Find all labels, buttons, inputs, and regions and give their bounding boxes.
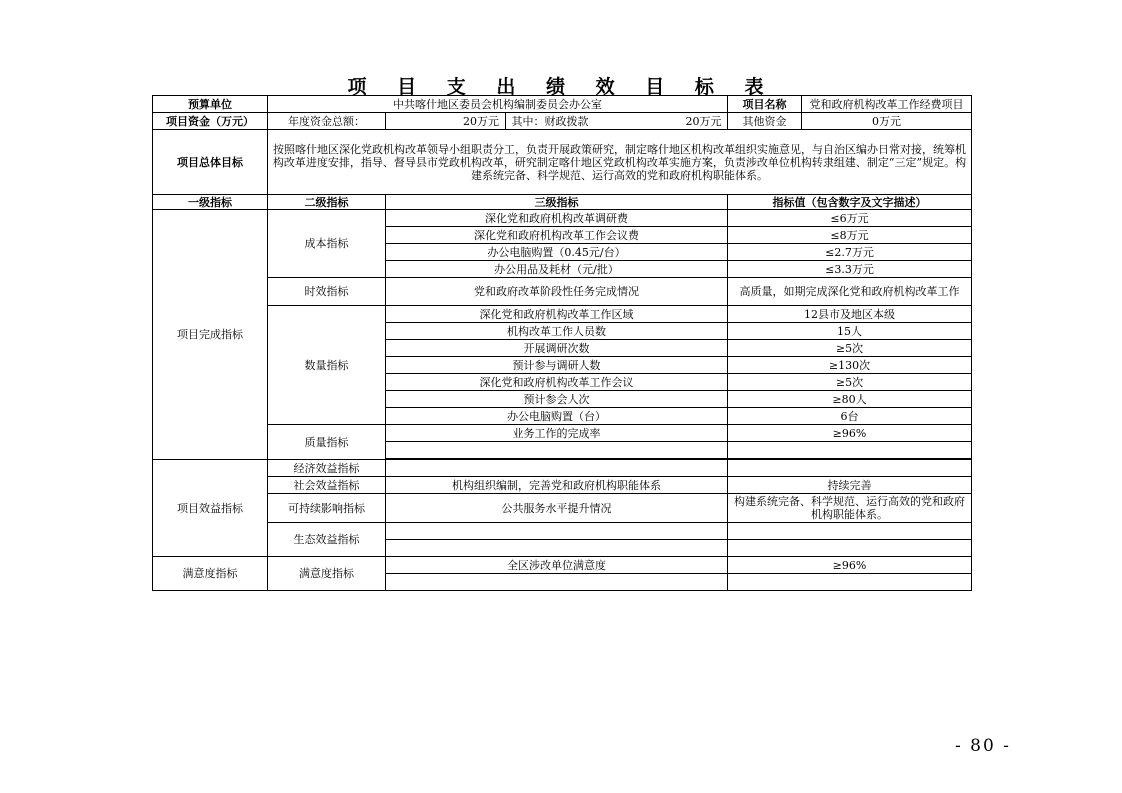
- level2-social: 社会效益指标: [268, 477, 386, 494]
- project-name-value: 党和政府机构改革工作经费项目: [802, 96, 972, 113]
- indicator-name: 深化党和政府机构改革调研费: [386, 210, 728, 227]
- section-satisfaction: 满意度指标: [153, 557, 268, 591]
- indicator-value: ≥96%: [728, 425, 972, 442]
- indicator-name-empty: [386, 540, 728, 557]
- indicator-name: 深化党和政府机构改革工作会议费: [386, 227, 728, 244]
- level2-sustainable: 可持续影响指标: [268, 494, 386, 523]
- indicator-name: 全区涉改单位满意度: [386, 557, 728, 574]
- level2-ecological: 生态效益指标: [268, 523, 386, 557]
- indicator-value-empty: [728, 574, 972, 591]
- indicator-name: 公共服务水平提升情况: [386, 494, 728, 523]
- level2-satisfaction: 满意度指标: [268, 557, 386, 591]
- indicator-value-empty: [728, 540, 972, 557]
- col-level3-header: 三级指标: [386, 195, 728, 210]
- indicator-value: ≤2.7万元: [728, 244, 972, 261]
- project-name-label: 项目名称: [728, 96, 802, 113]
- indicator-name: 办公电脑购置（台）: [386, 408, 728, 425]
- indicator-value: 6台: [728, 408, 972, 425]
- indicator-name: 预计参与调研人数: [386, 357, 728, 374]
- indicator-value: 12县市及地区本级: [728, 306, 972, 323]
- indicator-value: 构建系统完备、科学规范、运行高效的党和政府机构职能体系。: [728, 494, 972, 523]
- page-number: - 80 -: [955, 736, 1011, 756]
- indicator-name: 党和政府改革阶段性任务完成情况: [386, 278, 728, 306]
- goal-label: 项目总体目标: [153, 130, 268, 195]
- indicator-name: 预计参会人次: [386, 391, 728, 408]
- indicator-name: 机构组织编制，完善党和政府机构职能体系: [386, 477, 728, 494]
- annual-total-label: 年度资金总额：: [268, 113, 386, 130]
- col-level1-header: 一级指标: [153, 195, 268, 210]
- section-completion: 项目完成指标: [153, 210, 268, 460]
- col-value-header: 指标值（包含数字及文字描述）: [728, 195, 972, 210]
- indicator-name: 机构改革工作人员数: [386, 323, 728, 340]
- level2-economic: 经济效益指标: [268, 460, 386, 477]
- indicator-value: ≥130次: [728, 357, 972, 374]
- funds-label: 项目资金（万元）: [153, 113, 268, 130]
- indicator-value: ≤6万元: [728, 210, 972, 227]
- indicator-value-empty: [728, 460, 972, 477]
- level2-cost: 成本指标: [268, 210, 386, 278]
- indicator-name: 开展调研次数: [386, 340, 728, 357]
- indicator-value: ≥5次: [728, 340, 972, 357]
- budget-unit-value: 中共喀什地区委员会机构编制委员会办公室: [268, 96, 728, 113]
- indicator-name-empty: [386, 523, 728, 540]
- other-funds-label: 其他资金: [728, 113, 802, 130]
- fiscal-value: 20万元: [685, 114, 722, 128]
- table-title: 项 目 支 出 绩 效 目 标 表: [347, 76, 776, 98]
- indicator-name-empty: [386, 442, 728, 459]
- indicator-name: 深化党和政府机构改革工作会议: [386, 374, 728, 391]
- indicator-value-empty: [728, 523, 972, 540]
- other-funds-value: 0万元: [802, 113, 972, 130]
- indicator-value: ≥80人: [728, 391, 972, 408]
- section-benefit: 项目效益指标: [153, 460, 268, 557]
- indicator-value: 持续完善: [728, 477, 972, 494]
- budget-unit-label: 预算单位: [153, 96, 268, 113]
- indicator-value: ≥96%: [728, 557, 972, 574]
- indicator-name-empty: [386, 574, 728, 591]
- annual-total-value: 20万元: [386, 113, 506, 130]
- indicator-value: 15人: [728, 323, 972, 340]
- indicator-name: 深化党和政府机构改革工作区域: [386, 306, 728, 323]
- level2-timeliness: 时效指标: [268, 278, 386, 306]
- level2-quality: 质量指标: [268, 425, 386, 460]
- indicator-value: 高质量，如期完成深化党和政府机构改革工作: [728, 278, 972, 306]
- level2-quantity: 数量指标: [268, 306, 386, 425]
- goal-text: 按照喀什地区深化党政机构改革领导小组职责分工，负责开展政策研究，制定喀什地区机构改革组织实施意见，与自治区编办日常对接，统筹机构改革进度安排，指导、督导县市党政机构改革，研究制定喀什地区党政机构改革实施方案，负责涉改单位机构转隶组建、制定“三定”规定。构建系统完备、科学规范、运行高效的党和政府机构职能体系。: [268, 130, 972, 195]
- indicator-value-empty: [728, 442, 972, 459]
- indicator-value: ≤3.3万元: [728, 261, 972, 278]
- indicator-value: ≤8万元: [728, 227, 972, 244]
- fiscal-funds-cell: [506, 113, 728, 130]
- indicator-name: 办公用品及耗材（元/批）: [386, 261, 728, 278]
- indicator-name-empty: [386, 460, 728, 477]
- fiscal-label: 其中：财政拨款: [511, 114, 589, 128]
- indicator-value: ≥5次: [728, 374, 972, 391]
- indicator-name: 办公电脑购置（0.45元/台）: [386, 244, 728, 261]
- col-level2-header: 二级指标: [268, 195, 386, 210]
- indicator-name: 业务工作的完成率: [386, 425, 728, 442]
- performance-target-table: [152, 95, 972, 591]
